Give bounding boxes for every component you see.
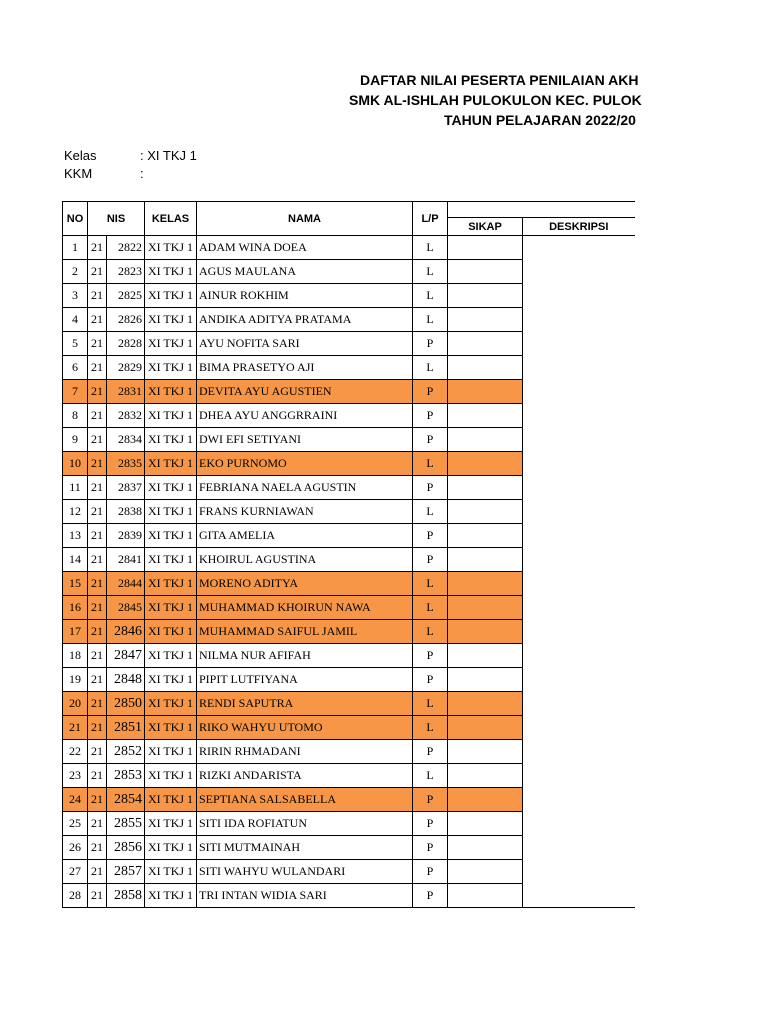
row-nama-cell: AINUR ROKHIM: [197, 284, 413, 308]
row-nis-cell: 2826: [107, 308, 145, 332]
row-sikap-cell[interactable]: [448, 428, 523, 452]
col-header-kelas: KELAS: [145, 202, 197, 236]
row-deskripsi-cell[interactable]: [523, 476, 635, 500]
row-sikap-cell[interactable]: [448, 476, 523, 500]
row-nis-prefix-cell: 21: [88, 260, 107, 284]
row-sikap-cell[interactable]: [448, 740, 523, 764]
row-deskripsi-cell[interactable]: [523, 404, 635, 428]
row-nis-cell: 2825: [107, 284, 145, 308]
row-lp-cell: P: [413, 668, 448, 692]
row-kelas-cell: XI TKJ 1: [145, 332, 197, 356]
row-nis-prefix-cell: 21: [88, 428, 107, 452]
row-nama-cell: PIPIT LUTFIYANA: [197, 668, 413, 692]
row-lp-cell: P: [413, 644, 448, 668]
row-kelas-cell: XI TKJ 1: [145, 356, 197, 380]
row-lp-cell: P: [413, 332, 448, 356]
row-lp-cell: L: [413, 764, 448, 788]
row-nama-cell: NILMA NUR AFIFAH: [197, 644, 413, 668]
row-kelas-cell: XI TKJ 1: [145, 572, 197, 596]
row-nis-prefix-cell: 21: [88, 740, 107, 764]
row-sikap-cell[interactable]: [448, 836, 523, 860]
row-nis-cell: 2845: [107, 596, 145, 620]
row-nama-cell: AYU NOFITA SARI: [197, 332, 413, 356]
row-sikap-cell[interactable]: [448, 572, 523, 596]
row-nama-cell: KHOIRUL AGUSTINA: [197, 548, 413, 572]
row-nis-cell: 2847: [107, 644, 145, 668]
row-nis-prefix-cell: 21: [88, 548, 107, 572]
row-nis-prefix-cell: 21: [88, 788, 107, 812]
row-no-cell: 7: [63, 380, 88, 404]
row-lp-cell: P: [413, 860, 448, 884]
row-kelas-cell: XI TKJ 1: [145, 788, 197, 812]
row-nis-prefix-cell: 21: [88, 668, 107, 692]
row-sikap-cell[interactable]: [448, 404, 523, 428]
row-kelas-cell: XI TKJ 1: [145, 428, 197, 452]
row-lp-cell: P: [413, 524, 448, 548]
table-row: [63, 884, 635, 908]
row-no-cell: 17: [63, 620, 88, 644]
row-nama-cell: ADAM WINA DOEA: [197, 236, 413, 260]
row-kelas-cell: XI TKJ 1: [145, 620, 197, 644]
row-nis-cell: 2855: [107, 812, 145, 836]
kelas-label: Kelas: [64, 148, 97, 163]
row-sikap-cell[interactable]: [448, 332, 523, 356]
row-lp-cell: P: [413, 740, 448, 764]
row-sikap-cell[interactable]: [448, 548, 523, 572]
row-kelas-cell: XI TKJ 1: [145, 764, 197, 788]
row-sikap-cell[interactable]: [448, 284, 523, 308]
row-nis-prefix-cell: 21: [88, 476, 107, 500]
row-nama-cell: SEPTIANA SALSABELLA: [197, 788, 413, 812]
row-kelas-cell: XI TKJ 1: [145, 548, 197, 572]
row-sikap-cell[interactable]: [448, 860, 523, 884]
row-sikap-cell[interactable]: [448, 500, 523, 524]
table-row: [63, 260, 635, 284]
row-nis-cell: 2851: [107, 716, 145, 740]
row-lp-cell: L: [413, 452, 448, 476]
row-nis-cell: 2853: [107, 764, 145, 788]
row-nis-cell: 2846: [107, 620, 145, 644]
row-kelas-cell: XI TKJ 1: [145, 716, 197, 740]
row-nis-prefix-cell: 21: [88, 404, 107, 428]
row-nis-cell: 2823: [107, 260, 145, 284]
row-nama-cell: SITI WAHYU WULANDARI: [197, 860, 413, 884]
row-nama-cell: RIRIN RHMADANI: [197, 740, 413, 764]
row-nis-prefix-cell: 21: [88, 380, 107, 404]
row-lp-cell: P: [413, 884, 448, 908]
row-nama-cell: MUHAMMAD KHOIRUN NAWA: [197, 596, 413, 620]
row-deskripsi-cell[interactable]: [523, 788, 635, 812]
row-sikap-cell[interactable]: [448, 668, 523, 692]
row-nama-cell: BIMA PRASETYO AJI: [197, 356, 413, 380]
row-kelas-cell: XI TKJ 1: [145, 380, 197, 404]
row-nis-prefix-cell: 21: [88, 692, 107, 716]
report-title-line-2: SMK AL-ISHLAH PULOKULON KEC. PULOK: [349, 92, 642, 108]
table-row: [63, 500, 635, 524]
table-row: [63, 836, 635, 860]
row-kelas-cell: XI TKJ 1: [145, 404, 197, 428]
table-row: [63, 308, 635, 332]
row-nama-cell: AGUS MAULANA: [197, 260, 413, 284]
row-sikap-cell[interactable]: [448, 620, 523, 644]
row-kelas-cell: XI TKJ 1: [145, 860, 197, 884]
col-header-sikap: SIKAP: [448, 218, 523, 236]
row-no-cell: 12: [63, 500, 88, 524]
row-sikap-cell[interactable]: [448, 308, 523, 332]
row-nama-cell: GITA AMELIA: [197, 524, 413, 548]
row-kelas-cell: XI TKJ 1: [145, 476, 197, 500]
row-nis-cell: 2856: [107, 836, 145, 860]
row-no-cell: 15: [63, 572, 88, 596]
row-nama-cell: SITI IDA ROFIATUN: [197, 812, 413, 836]
row-no-cell: 22: [63, 740, 88, 764]
col-header-deskripsi: DESKRIPSI: [523, 218, 635, 236]
row-lp-cell: L: [413, 308, 448, 332]
table-row: [63, 740, 635, 764]
row-sikap-cell[interactable]: [448, 644, 523, 668]
row-deskripsi-cell[interactable]: [523, 692, 635, 716]
row-no-cell: 6: [63, 356, 88, 380]
row-no-cell: 23: [63, 764, 88, 788]
row-nis-cell: 2839: [107, 524, 145, 548]
row-nis-prefix-cell: 21: [88, 764, 107, 788]
row-lp-cell: P: [413, 836, 448, 860]
row-nama-cell: SITI MUTMAINAH: [197, 836, 413, 860]
row-nis-prefix-cell: 21: [88, 716, 107, 740]
table-row: [63, 548, 635, 572]
row-nis-cell: 2835: [107, 452, 145, 476]
row-no-cell: 9: [63, 428, 88, 452]
row-no-cell: 3: [63, 284, 88, 308]
row-deskripsi-cell[interactable]: [523, 428, 635, 452]
col-header-group: [448, 202, 635, 218]
grade-table: [62, 201, 635, 908]
row-sikap-cell[interactable]: [448, 452, 523, 476]
row-sikap-cell[interactable]: [448, 524, 523, 548]
row-sikap-cell[interactable]: [448, 764, 523, 788]
row-nis-prefix-cell: 21: [88, 812, 107, 836]
row-nama-cell: MUHAMMAD SAIFUL JAMIL: [197, 620, 413, 644]
row-kelas-cell: XI TKJ 1: [145, 692, 197, 716]
table-row: [63, 452, 635, 476]
row-deskripsi-cell[interactable]: [523, 884, 635, 908]
row-nama-cell: TRI INTAN WIDIA SARI: [197, 884, 413, 908]
row-nis-cell: 2858: [107, 884, 145, 908]
row-nis-prefix-cell: 21: [88, 356, 107, 380]
row-no-cell: 25: [63, 812, 88, 836]
table-row: [63, 764, 635, 788]
row-lp-cell: L: [413, 692, 448, 716]
row-sikap-cell[interactable]: [448, 380, 523, 404]
row-deskripsi-cell[interactable]: [523, 452, 635, 476]
row-no-cell: 21: [63, 716, 88, 740]
row-no-cell: 13: [63, 524, 88, 548]
row-no-cell: 11: [63, 476, 88, 500]
row-nama-cell: RIKO WAHYU UTOMO: [197, 716, 413, 740]
table-row: [63, 812, 635, 836]
table-row: [63, 380, 635, 404]
row-kelas-cell: XI TKJ 1: [145, 452, 197, 476]
row-lp-cell: L: [413, 620, 448, 644]
row-kelas-cell: XI TKJ 1: [145, 668, 197, 692]
row-no-cell: 5: [63, 332, 88, 356]
row-nis-cell: 2850: [107, 692, 145, 716]
table-row: [63, 404, 635, 428]
row-nama-cell: DEVITA AYU AGUSTIEN: [197, 380, 413, 404]
row-lp-cell: P: [413, 404, 448, 428]
row-nama-cell: MORENO ADITYA: [197, 572, 413, 596]
report-title-line-1: DAFTAR NILAI PESERTA PENILAIAN AKH: [360, 72, 639, 88]
row-kelas-cell: XI TKJ 1: [145, 836, 197, 860]
row-lp-cell: L: [413, 236, 448, 260]
row-nis-prefix-cell: 21: [88, 836, 107, 860]
row-no-cell: 18: [63, 644, 88, 668]
row-nis-prefix-cell: 21: [88, 452, 107, 476]
row-lp-cell: P: [413, 428, 448, 452]
row-sikap-cell[interactable]: [448, 356, 523, 380]
row-nis-prefix-cell: 21: [88, 596, 107, 620]
row-lp-cell: P: [413, 476, 448, 500]
table-row: [63, 356, 635, 380]
row-no-cell: 1: [63, 236, 88, 260]
row-deskripsi-cell[interactable]: [523, 236, 635, 260]
row-nama-cell: ANDIKA ADITYA PRATAMA: [197, 308, 413, 332]
row-sikap-cell[interactable]: [448, 260, 523, 284]
row-lp-cell: L: [413, 356, 448, 380]
row-nis-prefix-cell: 21: [88, 620, 107, 644]
row-no-cell: 2: [63, 260, 88, 284]
row-deskripsi-cell[interactable]: [523, 716, 635, 740]
row-nis-cell: 2848: [107, 668, 145, 692]
row-deskripsi-cell[interactable]: [523, 356, 635, 380]
table-row: [63, 428, 635, 452]
table-row: [63, 596, 635, 620]
row-deskripsi-cell[interactable]: [523, 596, 635, 620]
row-nama-cell: FRANS KURNIAWAN: [197, 500, 413, 524]
table-row: [63, 476, 635, 500]
col-header-no: NO: [63, 202, 88, 236]
row-deskripsi-cell[interactable]: [523, 764, 635, 788]
row-lp-cell: L: [413, 284, 448, 308]
row-kelas-cell: XI TKJ 1: [145, 524, 197, 548]
row-lp-cell: L: [413, 572, 448, 596]
row-deskripsi-cell[interactable]: [523, 644, 635, 668]
table-row: [63, 572, 635, 596]
row-no-cell: 16: [63, 596, 88, 620]
row-nis-cell: 2834: [107, 428, 145, 452]
row-no-cell: 14: [63, 548, 88, 572]
row-deskripsi-cell[interactable]: [523, 572, 635, 596]
row-kelas-cell: XI TKJ 1: [145, 236, 197, 260]
row-lp-cell: L: [413, 716, 448, 740]
row-deskripsi-cell[interactable]: [523, 524, 635, 548]
row-kelas-cell: XI TKJ 1: [145, 740, 197, 764]
row-deskripsi-cell[interactable]: [523, 740, 635, 764]
col-header-nis: NIS: [88, 202, 145, 236]
table-row: [63, 716, 635, 740]
row-nis-cell: 2838: [107, 500, 145, 524]
row-no-cell: 28: [63, 884, 88, 908]
row-nis-prefix-cell: 21: [88, 884, 107, 908]
row-kelas-cell: XI TKJ 1: [145, 596, 197, 620]
row-lp-cell: P: [413, 812, 448, 836]
row-kelas-cell: XI TKJ 1: [145, 260, 197, 284]
row-deskripsi-cell[interactable]: [523, 668, 635, 692]
kkm-value: :: [140, 166, 144, 181]
row-nis-cell: 2831: [107, 380, 145, 404]
row-sikap-cell[interactable]: [448, 812, 523, 836]
row-no-cell: 20: [63, 692, 88, 716]
row-deskripsi-cell[interactable]: [523, 308, 635, 332]
col-header-nama: NAMA: [197, 202, 413, 236]
row-sikap-cell[interactable]: [448, 236, 523, 260]
row-kelas-cell: XI TKJ 1: [145, 284, 197, 308]
row-deskripsi-cell[interactable]: [523, 332, 635, 356]
row-nis-prefix-cell: 21: [88, 644, 107, 668]
row-sikap-cell[interactable]: [448, 788, 523, 812]
table-row: [63, 236, 635, 260]
table-row: [63, 284, 635, 308]
row-deskripsi-cell[interactable]: [523, 284, 635, 308]
row-nis-prefix-cell: 21: [88, 284, 107, 308]
row-nis-cell: 2844: [107, 572, 145, 596]
row-nama-cell: RENDI SAPUTRA: [197, 692, 413, 716]
row-nis-cell: 2841: [107, 548, 145, 572]
row-nis-cell: 2854: [107, 788, 145, 812]
row-no-cell: 4: [63, 308, 88, 332]
table-row: [63, 860, 635, 884]
col-header-lp: L/P: [413, 202, 448, 236]
row-kelas-cell: XI TKJ 1: [145, 644, 197, 668]
row-kelas-cell: XI TKJ 1: [145, 500, 197, 524]
row-nis-prefix-cell: 21: [88, 500, 107, 524]
row-nis-prefix-cell: 21: [88, 860, 107, 884]
table-row: [63, 788, 635, 812]
row-no-cell: 24: [63, 788, 88, 812]
row-deskripsi-cell[interactable]: [523, 860, 635, 884]
report-title-line-3: TAHUN PELAJARAN 2022/20: [444, 112, 636, 128]
row-deskripsi-cell[interactable]: [523, 500, 635, 524]
row-deskripsi-cell[interactable]: [523, 548, 635, 572]
table-row: [63, 668, 635, 692]
row-nis-prefix-cell: 21: [88, 572, 107, 596]
kelas-value: : XI TKJ 1: [140, 148, 197, 163]
table-row: [63, 524, 635, 548]
row-deskripsi-cell[interactable]: [523, 620, 635, 644]
row-nama-cell: DHEA AYU ANGGRRAINI: [197, 404, 413, 428]
row-sikap-cell[interactable]: [448, 716, 523, 740]
row-kelas-cell: XI TKJ 1: [145, 308, 197, 332]
row-no-cell: 27: [63, 860, 88, 884]
row-deskripsi-cell[interactable]: [523, 380, 635, 404]
row-lp-cell: P: [413, 788, 448, 812]
table-row: [63, 644, 635, 668]
row-nis-cell: 2852: [107, 740, 145, 764]
row-nama-cell: FEBRIANA NAELA AGUSTIN: [197, 476, 413, 500]
row-lp-cell: P: [413, 548, 448, 572]
row-kelas-cell: XI TKJ 1: [145, 812, 197, 836]
row-nama-cell: DWI EFI SETIYANI: [197, 428, 413, 452]
row-deskripsi-cell[interactable]: [523, 260, 635, 284]
row-deskripsi-cell[interactable]: [523, 836, 635, 860]
row-no-cell: 19: [63, 668, 88, 692]
row-nama-cell: EKO PURNOMO: [197, 452, 413, 476]
row-sikap-cell[interactable]: [448, 596, 523, 620]
row-nis-cell: 2837: [107, 476, 145, 500]
row-nis-cell: 2857: [107, 860, 145, 884]
row-nis-cell: 2822: [107, 236, 145, 260]
row-sikap-cell[interactable]: [448, 884, 523, 908]
row-nama-cell: RIZKI ANDARISTA: [197, 764, 413, 788]
row-nis-prefix-cell: 21: [88, 524, 107, 548]
row-lp-cell: P: [413, 380, 448, 404]
row-nis-cell: 2828: [107, 332, 145, 356]
row-nis-prefix-cell: 21: [88, 236, 107, 260]
row-nis-prefix-cell: 21: [88, 332, 107, 356]
kkm-label: KKM: [64, 166, 93, 181]
table-row: [63, 620, 635, 644]
row-no-cell: 8: [63, 404, 88, 428]
row-nis-cell: 2829: [107, 356, 145, 380]
row-sikap-cell[interactable]: [448, 692, 523, 716]
table-row: [63, 332, 635, 356]
row-nis-prefix-cell: 21: [88, 308, 107, 332]
row-lp-cell: L: [413, 500, 448, 524]
row-no-cell: 26: [63, 836, 88, 860]
row-deskripsi-cell[interactable]: [523, 812, 635, 836]
row-lp-cell: L: [413, 260, 448, 284]
row-no-cell: 10: [63, 452, 88, 476]
row-lp-cell: L: [413, 596, 448, 620]
row-kelas-cell: XI TKJ 1: [145, 884, 197, 908]
row-nis-cell: 2832: [107, 404, 145, 428]
table-row: [63, 692, 635, 716]
